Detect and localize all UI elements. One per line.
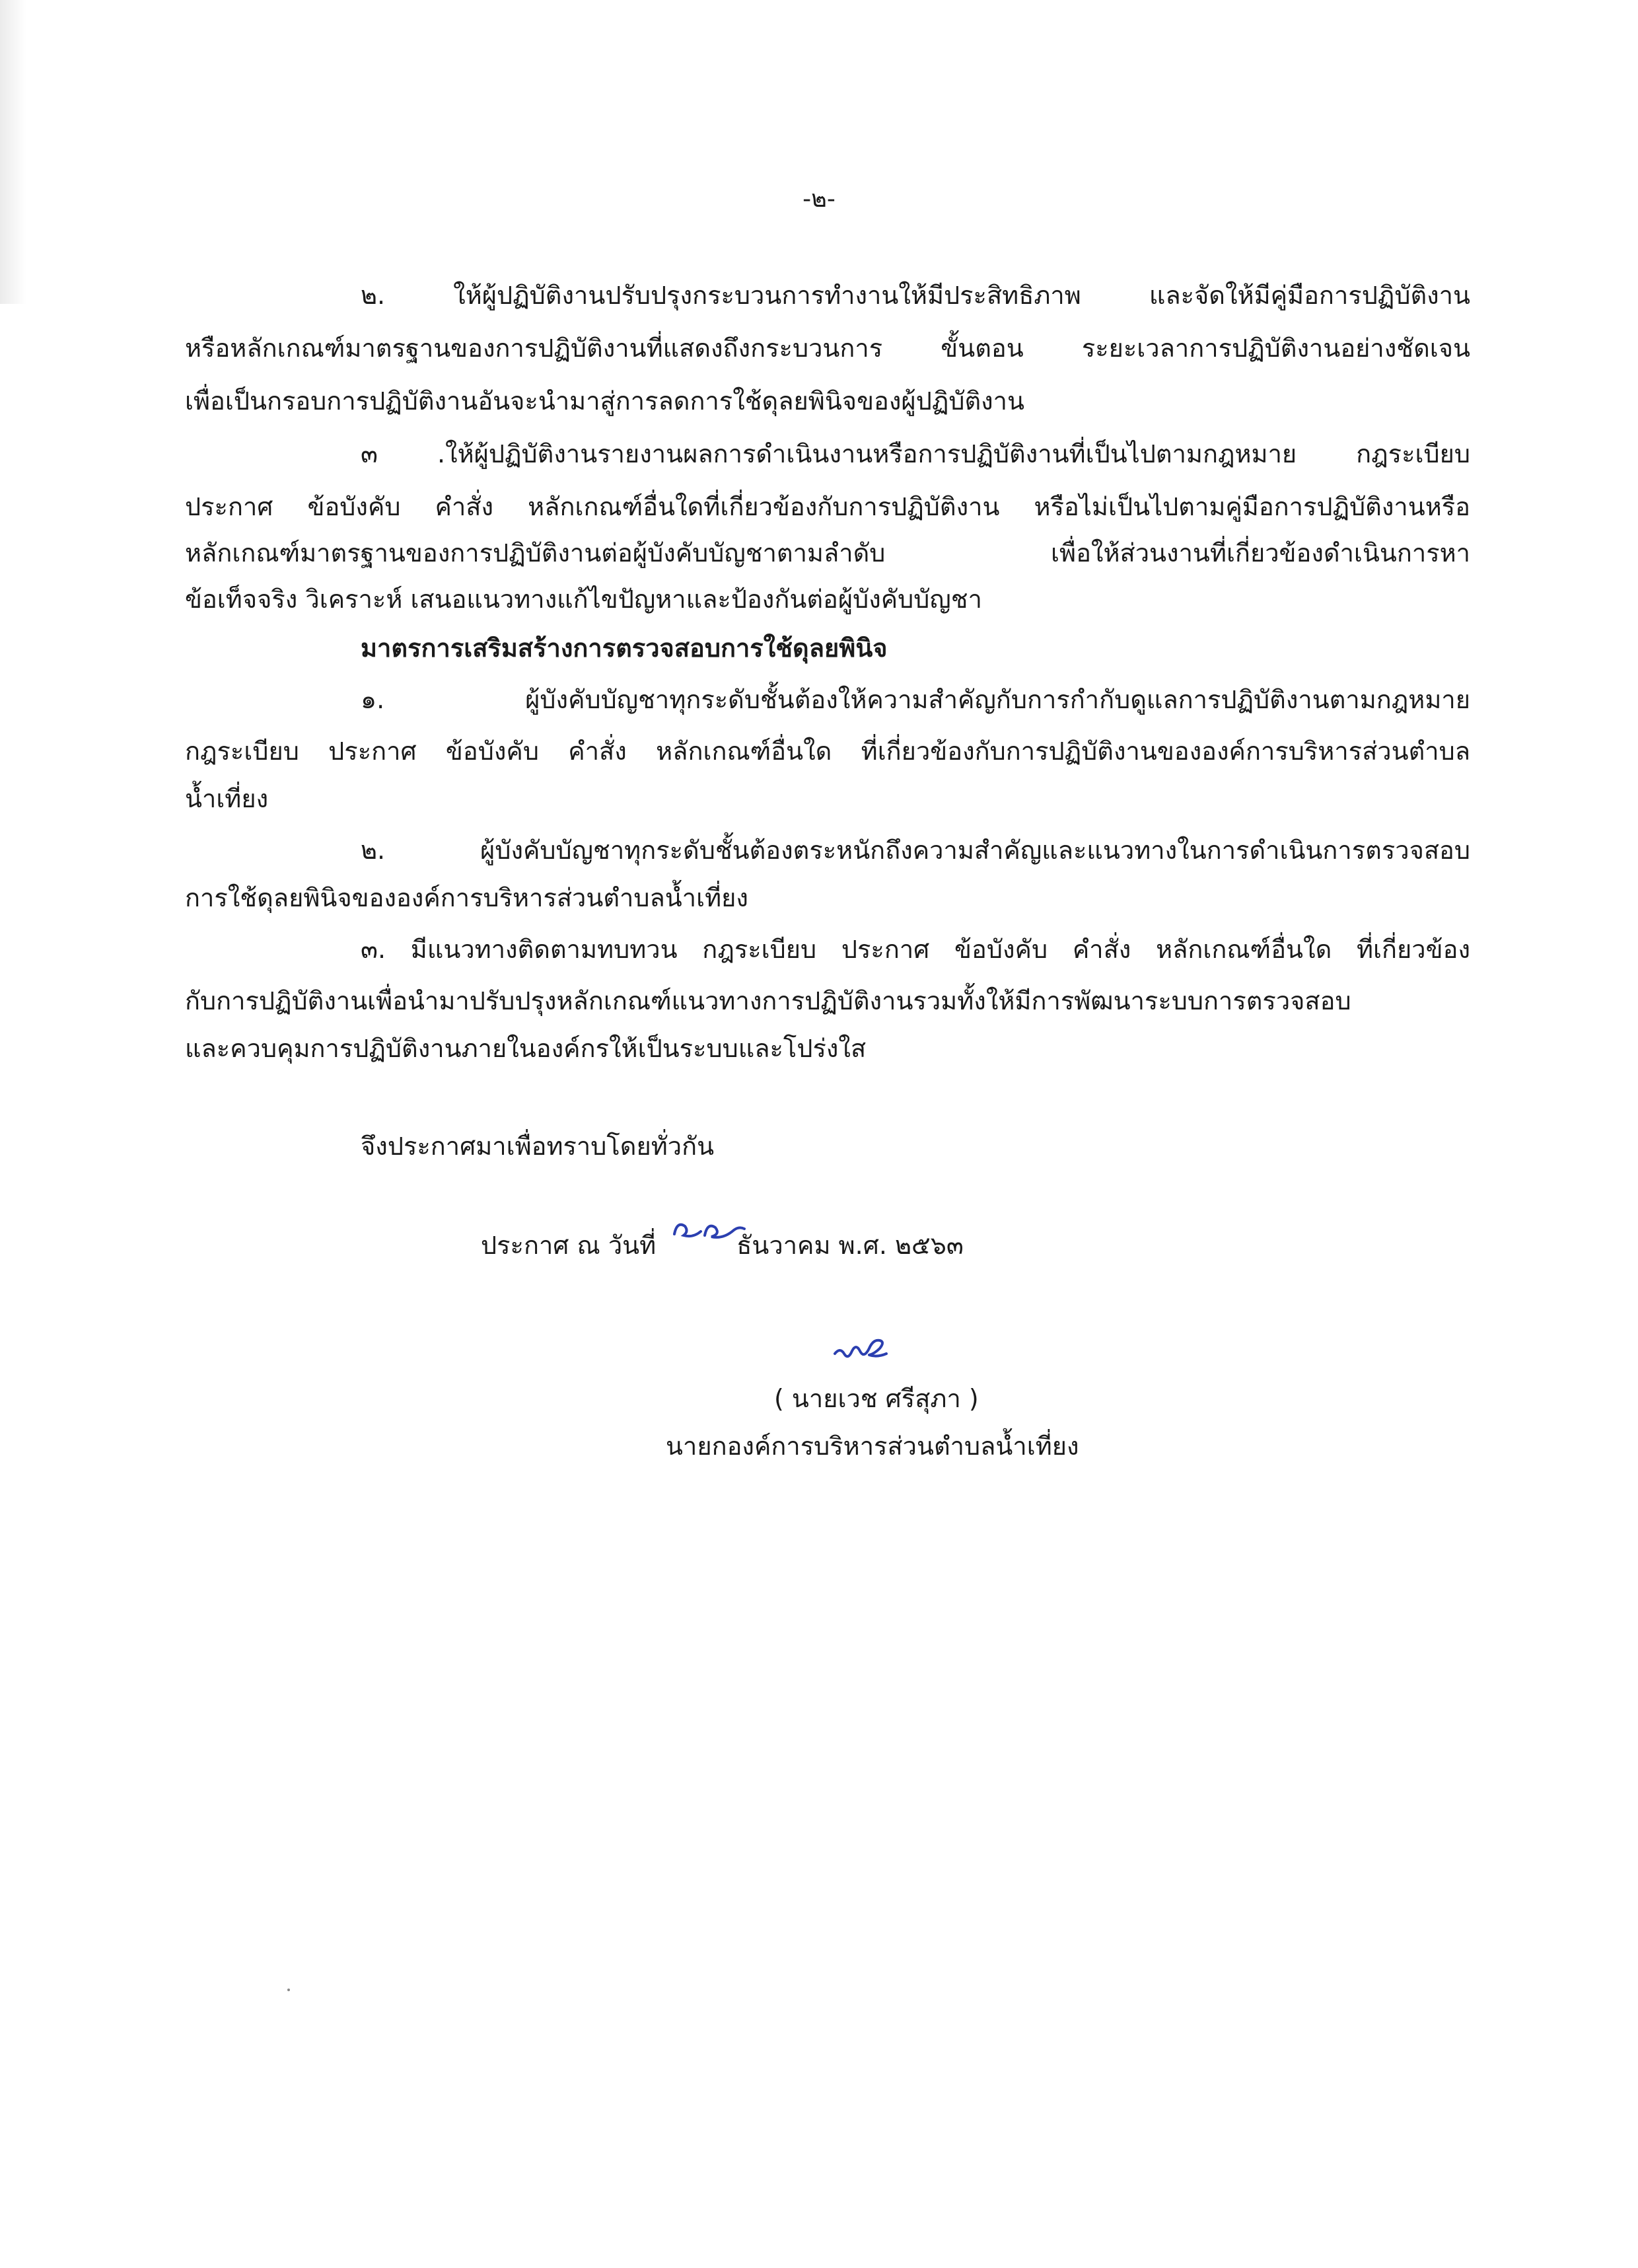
paragraph-line: ๓. มีแนวทางติดตามทบทวน กฎระเบียบ ประกาศ ข้อบังคับ คำสั่ง หลักเกณฑ์อื่นใด ที่เกี่ยวข้อง [361, 935, 1470, 964]
signatory-name: ( นายเวช ศรีสุภา ) [774, 1384, 979, 1413]
date-prefix: ประกาศ ณ วันที่ [481, 1231, 657, 1260]
paragraph-line: กับการปฏิบัติงานเพื่อนำมาปรับปรุงหลักเกณฑ์แนวทางการปฏิบัติงานรวมทั้งให้มีการพัฒนาระบบการตรวจสอบ [185, 986, 1351, 1015]
paragraph-line: ๒. ให้ผู้ปฏิบัติงานปรับปรุงกระบวนการทำงานให้มีประสิทธิภาพ และจัดให้มีคู่มือการปฏิบัติงาน [361, 281, 1470, 310]
paragraph-line: ๓ .ให้ผู้ปฏิบัติงานรายงานผลการดำเนินงานหรือการปฏิบัติงานที่เป็นไปตามกฎหมาย กฎระเบียบ [361, 439, 1470, 468]
section-heading: มาตรการเสริมสร้างการตรวจสอบการใช้ดุลยพินิจ [361, 634, 888, 663]
paragraph-line: ประกาศ ข้อบังคับ คำสั่ง หลักเกณฑ์อื่นใดที่เกี่ยวข้องกับการปฏิบัติงาน หรือไม่เป็นไปตามคู่มือการปฏิบัติงานหรือ [185, 492, 1470, 521]
paragraph-line: และควบคุมการปฏิบัติงานภายในองค์กรให้เป็นระบบและโปร่งใส [185, 1034, 867, 1063]
signature-mark [831, 1331, 890, 1371]
closing-statement: จึงประกาศมาเพื่อทราบโดยทั่วกัน [361, 1132, 715, 1161]
paragraph-line: น้ำเที่ยง [185, 784, 269, 813]
page-number: -๒- [802, 186, 836, 213]
handwritten-day-mark [670, 1214, 750, 1243]
paragraph-line: ข้อเท็จจริง วิเคราะห์ เสนอแนวทางแก้ไขปัญหาและป้องกันต่อผู้บังคับบัญชา [185, 585, 982, 614]
scan-speck [287, 1989, 290, 1991]
paragraph-line: กฎระเบียบ ประกาศ ข้อบังคับ คำสั่ง หลักเกณฑ์อื่นใด ที่เกี่ยวข้องกับการปฏิบัติงานขององค์การบริหารส่วนตำบล [185, 737, 1470, 766]
paragraph-line: หลักเกณฑ์มาตรฐานของการปฏิบัติงานต่อผู้บังคับบัญชาตามลำดับ เพื่อให้ส่วนงานที่เกี่ยวข้องดำเนินการหา [185, 538, 1470, 567]
scan-edge-shadow [0, 0, 26, 304]
paragraph-line: เพื่อเป็นกรอบการปฏิบัติงานอันจะนำมาสู่การลดการใช้ดุลยพินิจของผู้ปฏิบัติงาน [185, 386, 1024, 416]
paragraph-line: ๑. ผู้บังคับบัญชาทุกระดับชั้นต้องให้ความสำคัญกับการกำกับดูแลการปฏิบัติงานตามกฎหมาย [361, 685, 1470, 714]
paragraph-line: การใช้ดุลยพินิจขององค์การบริหารส่วนตำบลน้ำเที่ยง [185, 883, 748, 912]
paragraph-line: ๒. ผู้บังคับบัญชาทุกระดับชั้นต้องตระหนักถึงความสำคัญและแนวทางในการดำเนินการตรวจสอบ [361, 836, 1470, 865]
signatory-title: นายกองค์การบริหารส่วนตำบลน้ำเที่ยง [666, 1432, 1079, 1461]
paragraph-line: หรือหลักเกณฑ์มาตรฐานของการปฏิบัติงานที่แสดงถึงกระบวนการ ขั้นตอน ระยะเวลาการปฏิบัติงานอย่างชัดเจน [185, 334, 1470, 363]
date-suffix: ธันวาคม พ.ศ. ๒๕๖๓ [736, 1231, 964, 1260]
